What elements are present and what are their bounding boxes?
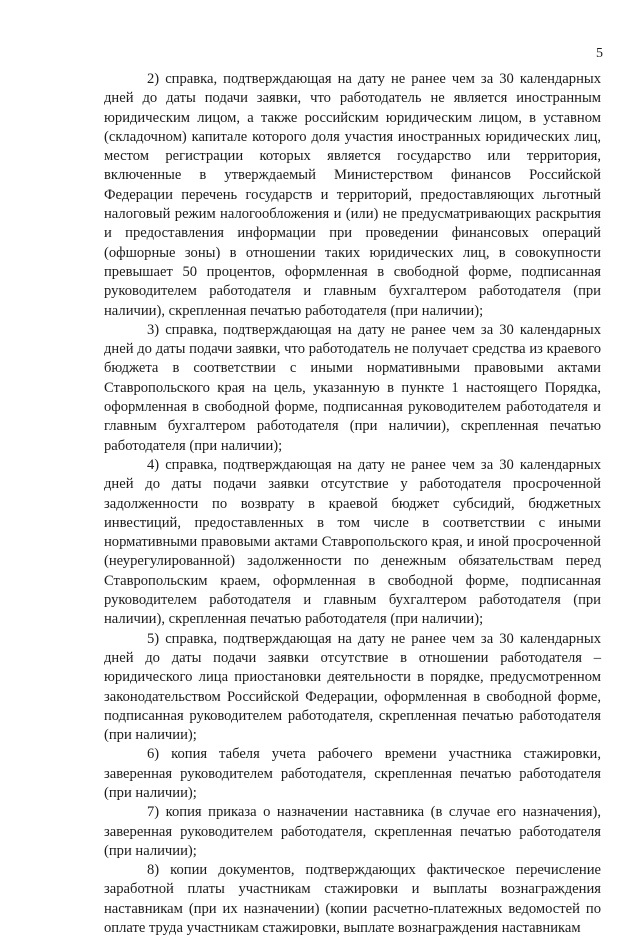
document-body (104, 70, 601, 938)
paragraph-item-8: 8) копии документов, подтверждающих фактическое перечисление заработной платы участникам стажировки и выплаты вознаграждения наставникам (при их назначении) (копии расчетно-платежных ведомостей по оплате труда участникам стажировки, выплате вознаграждения наставникам (104, 862, 601, 937)
paragraph-item-2: 2) справка, подтверждающая на дату не ранее чем за 30 календарных дней до даты подачи заявки, что работодатель не является иностранным юридическим лицом, а также российским юридическим лицом, в уставном (складочном) капитале которого доля участия иностранных юридических лиц, местом регистрации которых является государство или территория, включенные в утверждаемый Министерством финансов Российской Федерации перечень государств и территорий, предоставляющих льготный налоговый режим налогообложения и (или) не предусматривающих раскрытия и предоставления информации при проведении финансовых операций (офшорные зоны) в отношении таких юридических лиц, в совокупности превышает 50 процентов, оформленная в свободной форме, подписанная руководителем работодателя и главным бухгалтером работодателя (при наличии), скрепленная печатью работодателя (при наличии); (104, 71, 601, 319)
page-number: 5 (596, 46, 603, 61)
paragraph-item-4: 4) справка, подтверждающая на дату не ранее чем за 30 календарных дней до даты подачи заявки отсутствие у работодателя просроченной задолженности по возврату в краевой бюджет субсидий, бюджетных инвестиций, предоставленных в том числе в соответствии с иными нормативными правовыми актами Ставропольского края, и иной просроченной (неурегулированной) задолженности по денежным обязательствам перед Ставропольским краем, оформленная в свободной форме, подписанная руководителем работодателя и главным бухгалтером работодателя (при наличии), скрепленная печатью работодателя (при наличии); (104, 456, 601, 628)
paragraph-item-6: 6) копия табеля учета рабочего времени участника стажировки, заверенная руководителем работодателя, скрепленная печатью работодателя (при наличии); (104, 746, 601, 801)
paragraph-item-5: 5) справка, подтверждающая на дату не ранее чем за 30 календарных дней до даты подачи заявки отсутствие в отношении работодателя – юридического лица приостановки деятельности в порядке, предусмотренном законодательством Российской Федерации, оформленная в свободной форме, подписанная руководителем работодателя, скрепленная печатью работодателя (при наличии); (104, 630, 601, 744)
paragraph-item-3: 3) справка, подтверждающая на дату не ранее чем за 30 календарных дней до даты подачи заявки, что работодатель не получает средства из краевого бюджета в соответствии с иными нормативными правовыми актами Ставропольского края на цель, указанную в пункте 1 настоящего Порядка, оформленная в свободной форме, подписанная руководителем работодателя и главным бухгалтером работодателя (при наличии), скрепленная печатью работодателя (при наличии); (104, 321, 601, 454)
paragraph-item-7: 7) копия приказа о назначении наставника (в случае его назначения), заверенная руководителем работодателя, скрепленная печатью работодателя (при наличии); (104, 804, 601, 859)
